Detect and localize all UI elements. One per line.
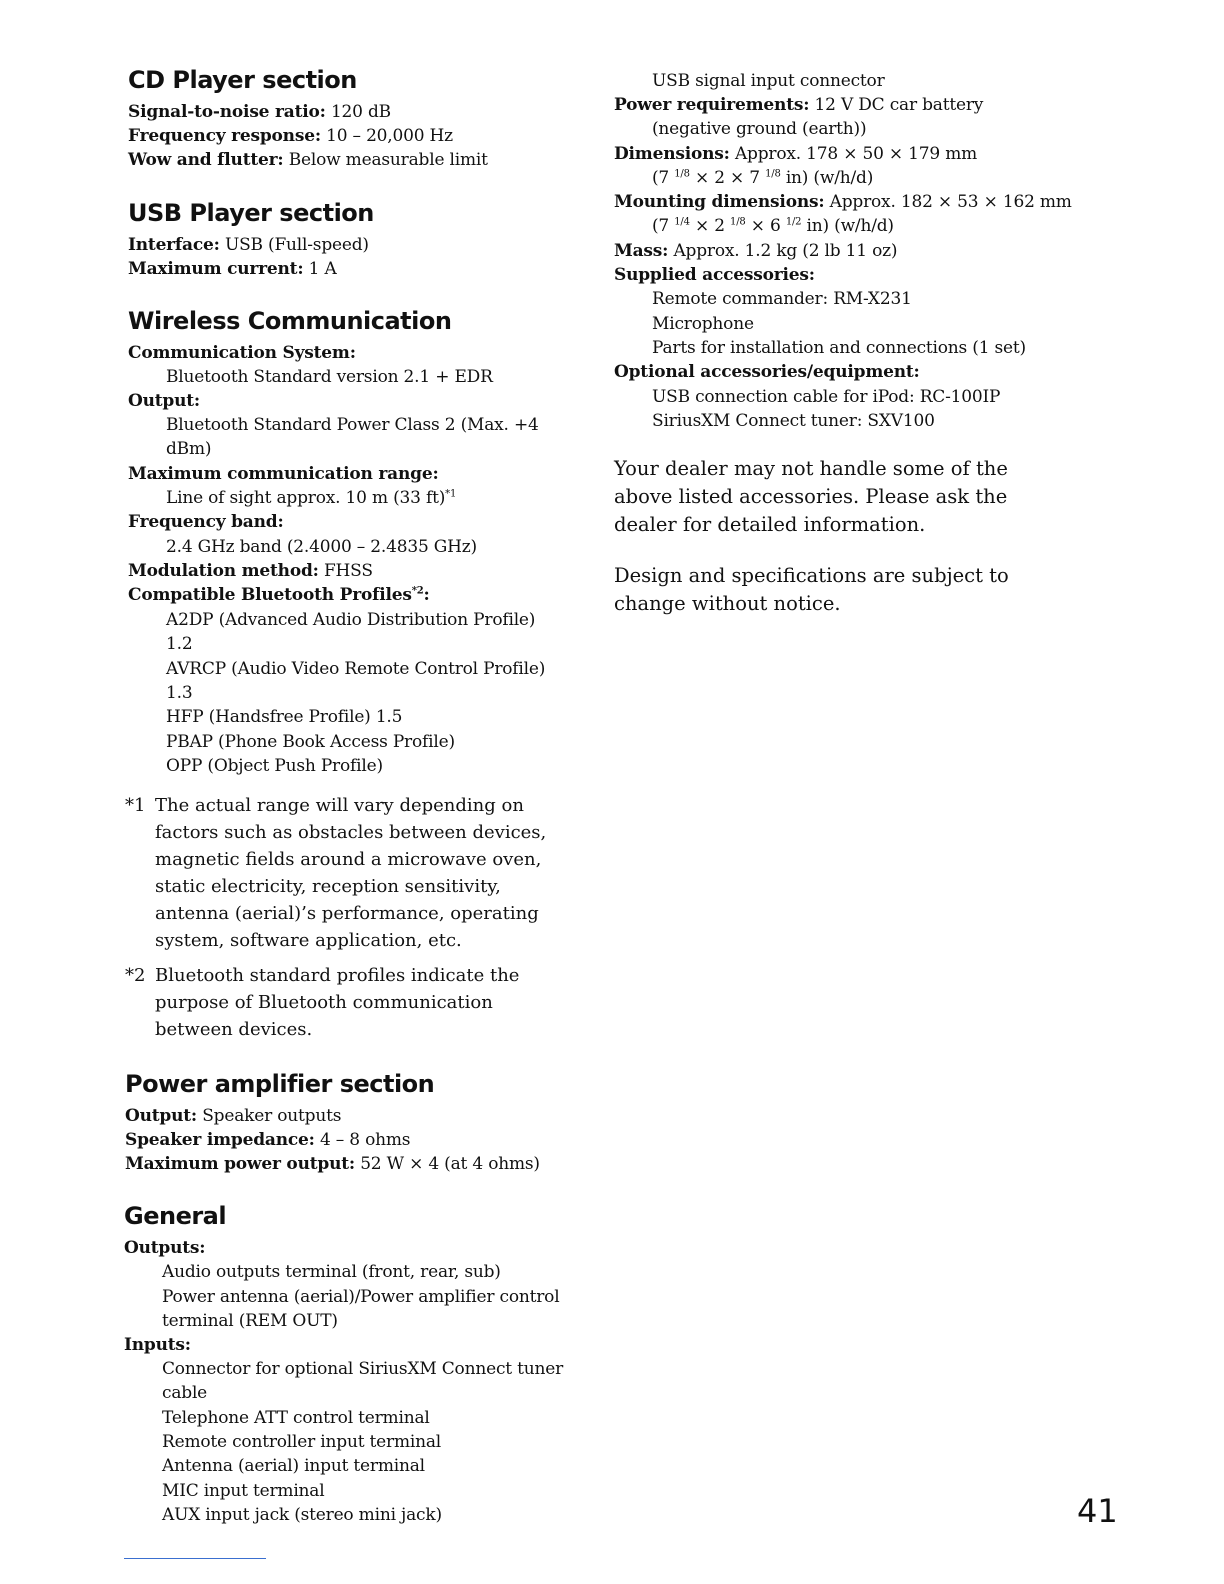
spec-label: Frequency band: (128, 512, 284, 532)
spec-value: Below measurable limit (288, 150, 488, 170)
footnote-ref: *2 (411, 585, 424, 597)
spec-frequency-response (128, 124, 453, 148)
spec-label: Inputs: (124, 1335, 191, 1355)
fraction: 1/4 (674, 216, 690, 228)
spec-value: Approx. 178 × 50 × 179 mm (734, 144, 978, 164)
footnote-2 (125, 962, 565, 1043)
spec-value: 12 V DC car battery (814, 95, 984, 115)
amp-section-heading: Power amplifier section (125, 1070, 435, 1098)
supplied-item: Remote commander: RM-X231 (652, 289, 912, 309)
spec-label: Output: (125, 1106, 197, 1126)
spec-label: Dimensions: (614, 144, 730, 164)
output-line: terminal (REM OUT) (162, 1311, 338, 1331)
profile-line: 1.3 (166, 683, 193, 703)
spec-output-value-cont: dBm) (166, 439, 212, 459)
spec-profiles-label (128, 583, 430, 607)
footnote-1 (125, 792, 565, 954)
spec-label: Maximum power output: (125, 1154, 355, 1174)
spec-label: Frequency response: (128, 126, 321, 146)
spec-value: 4 – 8 ohms (319, 1130, 411, 1150)
spec-snr (128, 100, 391, 124)
spec-max-current (128, 257, 337, 281)
spec-label: Modulation method: (128, 561, 319, 581)
text-fragment: × 2 (689, 216, 731, 236)
dealer-note: Your dealer may not handle some of the above listed accessories. Please ask the dealer for detailed information. (614, 457, 1008, 536)
spec-label: Speaker impedance: (125, 1130, 315, 1150)
fraction: 1/8 (674, 168, 690, 180)
fraction: 1/8 (765, 168, 781, 180)
spec-power-req-cont: (negative ground (earth)) (652, 119, 867, 139)
spec-label: Maximum communication range: (128, 464, 439, 484)
spec-mounting-imperial (614, 214, 894, 238)
spec-value: Approx. 182 × 53 × 162 mm (829, 192, 1072, 212)
text-fragment: (7 (652, 216, 675, 236)
spec-label: Mass: (614, 241, 669, 261)
footer-rule (124, 1558, 266, 1559)
supplied-item: Parts for installation and connections (1 set) (652, 338, 1026, 358)
spec-output-value: Bluetooth Standard Power Class 2 (Max. +4 (166, 415, 539, 435)
spec-impedance (125, 1128, 410, 1152)
spec-dimensions-imperial (614, 166, 873, 190)
usb-signal-line: USB signal input connector (652, 71, 885, 91)
spec-output-label (128, 389, 200, 413)
profile-line: PBAP (Phone Book Access Profile) (166, 732, 455, 752)
output-line: Audio outputs terminal (front, rear, sub) (162, 1262, 501, 1282)
spec-value: Speaker outputs (202, 1106, 342, 1126)
spec-band-value: 2.4 GHz band (2.4000 – 2.4835 GHz) (166, 537, 477, 557)
spec-outputs-label (124, 1236, 205, 1260)
input-line: Telephone ATT control terminal (162, 1408, 430, 1428)
spec-modulation (128, 559, 373, 583)
spec-label: Compatible Bluetooth Profiles (128, 585, 412, 605)
spec-value: USB (Full-speed) (224, 235, 369, 255)
spec-value: 120 dB (330, 102, 391, 122)
footnote-mark: *2 (125, 965, 146, 986)
page-number: 41 (1077, 1492, 1118, 1530)
general-section-heading: General (124, 1202, 227, 1230)
spec-wow-flutter (128, 148, 488, 172)
spec-value: Approx. 1.2 kg (2 lb 11 oz) (673, 241, 898, 261)
footnote-text: Bluetooth standard profiles indicate the purpose of Bluetooth communication between devices. (155, 965, 520, 1040)
spec-label-colon: : (423, 585, 430, 605)
input-line: Antenna (aerial) input terminal (162, 1456, 425, 1476)
footnote-text: The actual range will vary depending on factors such as obstacles between devices, magnetic fields around a microwave oven, static electricity, reception sensitivity, antenna (aerial)’s performance, operating system, software application, etc. (155, 795, 547, 951)
spec-power-req (614, 93, 983, 117)
spec-amp-output (125, 1104, 341, 1128)
design-note: Design and specifications are subject to change without notice. (614, 564, 1009, 615)
profile-line: HFP (Handsfree Profile) 1.5 (166, 707, 403, 727)
spec-band-label (128, 510, 284, 534)
profile-line: A2DP (Advanced Audio Distribution Profile) (166, 610, 536, 630)
text-fragment: (7 (652, 168, 675, 188)
spec-interface (128, 233, 369, 257)
spec-value: 1 A (308, 259, 337, 279)
input-line: Connector for optional SiriusXM Connect tuner (162, 1359, 564, 1379)
text-fragment: in) (w/h/d) (780, 168, 874, 188)
spec-label: Outputs: (124, 1238, 206, 1258)
spec-label: Communication System: (128, 343, 356, 363)
profile-line: AVRCP (Audio Video Remote Control Profile) (166, 659, 546, 679)
cd-section-heading: CD Player section (128, 66, 357, 94)
spec-label: Supplied accessories: (614, 265, 815, 285)
profile-line: OPP (Object Push Profile) (166, 756, 383, 776)
spec-value: 52 W × 4 (at 4 ohms) (360, 1154, 540, 1174)
supplied-item: Microphone (652, 314, 754, 334)
footnote-ref: *1 (445, 488, 457, 500)
spec-dimensions (614, 142, 977, 166)
fraction: 1/2 (785, 216, 802, 228)
input-line: MIC input terminal (162, 1481, 325, 1501)
spec-label: Power requirements: (614, 95, 810, 115)
fraction: 1/8 (730, 216, 746, 228)
input-line: cable (162, 1383, 208, 1403)
text-fragment: × 6 (745, 216, 786, 236)
text-fragment: in) (w/h/d) (801, 216, 894, 236)
spec-label: Maximum current: (128, 259, 304, 279)
spec-range-value (128, 486, 456, 510)
optional-item: USB connection cable for iPod: RC-100IP (652, 387, 1001, 407)
spec-label: Output: (128, 391, 200, 411)
spec-comm-label (128, 341, 356, 365)
spec-supplied-label (614, 263, 815, 287)
spec-optional-label (614, 360, 920, 384)
spec-range-label (128, 462, 439, 486)
spec-value: FHSS (323, 561, 373, 581)
text-fragment: × 2 × 7 (689, 168, 766, 188)
input-line: AUX input jack (stereo mini jack) (162, 1505, 442, 1525)
spec-label: Interface: (128, 235, 220, 255)
spec-max-power (125, 1152, 540, 1176)
spec-value: Line of sight approx. 10 m (33 ft) (166, 488, 446, 508)
spec-mounting (614, 190, 1072, 214)
spec-mass (614, 239, 897, 263)
output-line: Power antenna (aerial)/Power amplifier control (162, 1287, 560, 1307)
spec-comm-value: Bluetooth Standard version 2.1 + EDR (166, 367, 493, 387)
usb-section-heading: USB Player section (128, 199, 374, 227)
spec-label: Wow and flutter: (128, 150, 284, 170)
footnote-mark: *1 (125, 795, 146, 816)
spec-inputs-label (124, 1333, 191, 1357)
wireless-section-heading: Wireless Communication (128, 307, 452, 335)
input-line: Remote controller input terminal (162, 1432, 442, 1452)
spec-value: 10 – 20,000 Hz (326, 126, 453, 146)
optional-item: SiriusXM Connect tuner: SXV100 (652, 411, 935, 431)
spec-label: Optional accessories/equipment: (614, 362, 920, 382)
profile-line: 1.2 (166, 634, 193, 654)
spec-label: Signal-to-noise ratio: (128, 102, 326, 122)
spec-label: Mounting dimensions: (614, 192, 825, 212)
